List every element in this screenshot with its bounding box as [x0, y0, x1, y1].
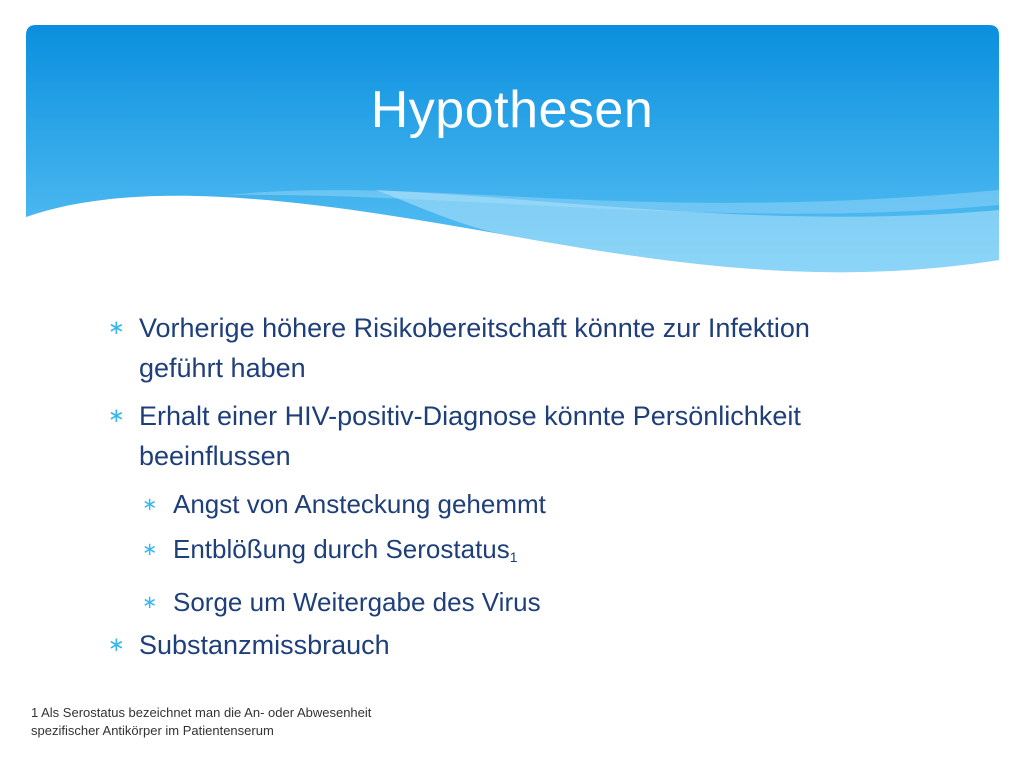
- asterisk-bullet-icon: ∗: [142, 494, 158, 514]
- footnote-ref: 1: [509, 549, 518, 565]
- wave-background: [26, 25, 999, 287]
- footnote: [31, 704, 411, 740]
- bullet-text: Vorherige höhere Risikobereitschaft könnte zur Infektion geführt haben: [139, 313, 810, 383]
- bullet-item: [108, 396, 868, 476]
- asterisk-bullet-icon: ∗: [108, 634, 125, 656]
- bullet-list: [108, 308, 868, 673]
- sub-bullet-item: [142, 582, 868, 622]
- slide-title: Hypothesen: [370, 81, 654, 139]
- sub-bullet-text: Angst von Ansteckung gehemmt: [173, 489, 546, 519]
- asterisk-bullet-icon: ∗: [142, 592, 158, 612]
- bullet-item: [108, 308, 868, 388]
- sub-bullet-item: [142, 529, 868, 577]
- footnote-line: spezifischer Antikörper im Patientenserum: [31, 723, 274, 738]
- footnote-line: 1 Als Serostatus bezeichnet man die An- oder Abwesenheit: [31, 705, 372, 720]
- sub-bullet-text: Entblößung durch Serostatus: [173, 534, 510, 564]
- bullet-text: Substanzmissbrauch: [139, 630, 390, 660]
- sub-bullet-item: [142, 484, 868, 524]
- bullet-item: [108, 625, 868, 665]
- asterisk-bullet-icon: ∗: [108, 317, 125, 339]
- asterisk-bullet-icon: ∗: [108, 405, 125, 427]
- sub-bullet-text: Sorge um Weitergabe des Virus: [173, 587, 541, 617]
- title-banner: [26, 25, 999, 287]
- bullet-text: Erhalt einer HIV-positiv-Diagnose könnte Persönlichkeit beeinflussen: [139, 401, 801, 471]
- asterisk-bullet-icon: ∗: [142, 539, 158, 559]
